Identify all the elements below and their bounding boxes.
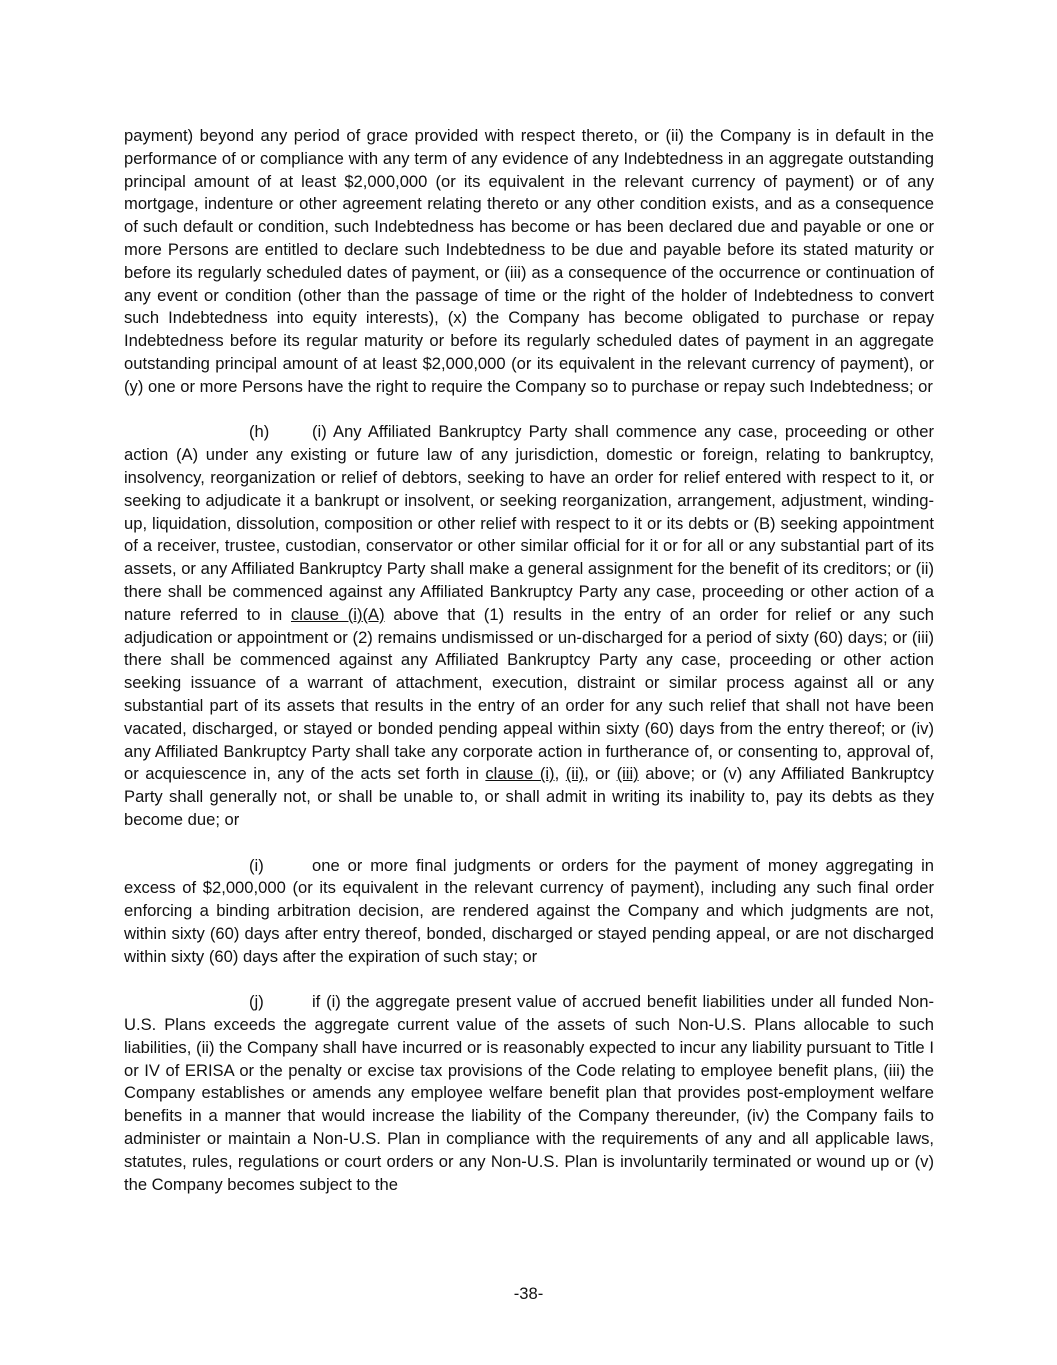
clause-label-j: (j) — [249, 992, 264, 1012]
paragraph-text: above; or (v) any Affiliated Bankruptcy Party shall generally not, or shall be unable to, or shall admit in writing its inability to, pay its debts as they become due; or — [124, 764, 934, 829]
clause-label-h: (h) — [249, 422, 270, 442]
cross-reference-clause-i: clause (i) — [485, 764, 555, 784]
clause-label-i: (i) — [249, 855, 264, 875]
separator-text: , — [554, 764, 566, 784]
paragraph-j — [124, 991, 934, 1196]
paragraph-text: (i) Any Affiliated Bankruptcy Party shall commence any case, proceeding or other action (A) under any existing or future law of any jurisdiction, domestic or foreign, relating to bankruptcy, insolvency, reorganization or relief of debtors, seeking to have an order for relief entered with respect to it, or seeking to adjudicate it a bankrupt or insolvent, or seeking reorganization, arrangement, adjustment, winding-up, liquidation, dissolution, composition or other relief with respect to it or its debts or (B) seeking appointment of a receiver, trustee, custodian, conservator or other similar official for it or for all or any substantial part of its assets, or any Affiliated Bankruptcy Party shall make a general assignment for the benefit of its creditors; or (ii) there shall be commenced against any Affiliated Bankruptcy Party any case, proceeding or other action of a nature referred to in — [124, 422, 934, 624]
separator-text: , or — [584, 764, 617, 784]
cross-reference-iii: (iii) — [616, 764, 639, 784]
paragraph-text: if (i) the aggregate present value of accrued benefit liabilities under all funded Non-U.S. Plans exceeds the aggregate current value of the assets of such Non-U.S. Plans allocable to such liabilities, (ii) the Company shall have incurred or is reasonably expected to incur any liability pursuant to Title I or IV of ERISA or the penalty or excise tax provisions of the Code relating to employee benefit plans, (iii) the Company establishes or amends any employee welfare benefit plan that provides post-employment welfare benefits in a manner that would increase the liability of the Company thereunder, (iv) the Company fails to administer or maintain a Non-U.S. Plan in compliance with the requirements of any and all applicable laws, statutes, rules, regulations or court orders or any Non-U.S. Plan is involuntarily terminated or wound up or (v) the Company becomes subject to the — [124, 992, 934, 1194]
paragraph-h — [124, 421, 934, 831]
cross-reference-ii: (ii) — [565, 764, 585, 784]
paragraph-text: payment) beyond any period of grace provided with respect thereto, or (ii) the Company is in default in the performance of or compliance with any term of any evidence of any Indebtedness in an aggregate outstanding principal amount of at least $2,000,000 (or its equivalent in the relevant currency of payment) or of any mortgage, indenture or other agreement relating thereto or any other condition exists, and as a consequence of such default or condition, such Indebtedness has become or has been declared due and payable or one or more Persons are entitled to declare such Indebtedness to be due and payable before its stated maturity or before its regularly scheduled dates of payment, or (iii) as a consequence of the occurrence or continuation of any event or condition (other than the passage of time or the right of the holder of Indebtedness to convert such Indebtedness into equity interests), (x) the Company has become obligated to purchase or repay Indebtedness before its regular maturity or before its regularly scheduled dates of payment in an aggregate outstanding principal amount of at least $2,000,000 (or its equivalent in the relevant currency of payment), or (y) one or more Persons have the right to require the Company so to purchase or repay such Indebtedness; or — [124, 126, 934, 396]
cross-reference-clause-i-a: clause (i)(A) — [291, 604, 385, 624]
page-number: -38- — [513, 1284, 544, 1303]
paragraph-text: one or more final judgments or orders for the payment of money aggregating in excess of $2,000,000 (or its equivalent in the relevant currency of payment), including any such final order enforcing a binding arbitration decision, are rendered against the Company and which judgments are not, within sixty (60) days after entry thereof, bonded, discharged or stayed pending appeal, or are not discharged within sixty (60) days after the expiration of such stay; or — [124, 855, 934, 966]
paragraph-text: above that (1) results in the entry of an order for relief or any such adjudication or appointment or (2) remains undismissed or un-discharged for a period of sixty (60) days; or (iii) there shall be commenced against any Affiliated Bankruptcy Party any case, proceeding or other action seeking issuance of a warrant of attachment, execution, distraint or similar process against all or any substantial part of its assets that results in the entry of an order for any such relief that shall not have been vacated, discharged, or stayed or bonded pending appeal within sixty (60) days from the entry thereof; or (iv) any Affiliated Bankruptcy Party shall take any corporate action in furtherance of, or consenting to, approval of, or acquiescence in, any of the acts set forth in — [124, 604, 935, 784]
paragraph-i — [124, 855, 934, 969]
paragraph-continuation — [124, 125, 934, 399]
document-body — [124, 125, 934, 1196]
